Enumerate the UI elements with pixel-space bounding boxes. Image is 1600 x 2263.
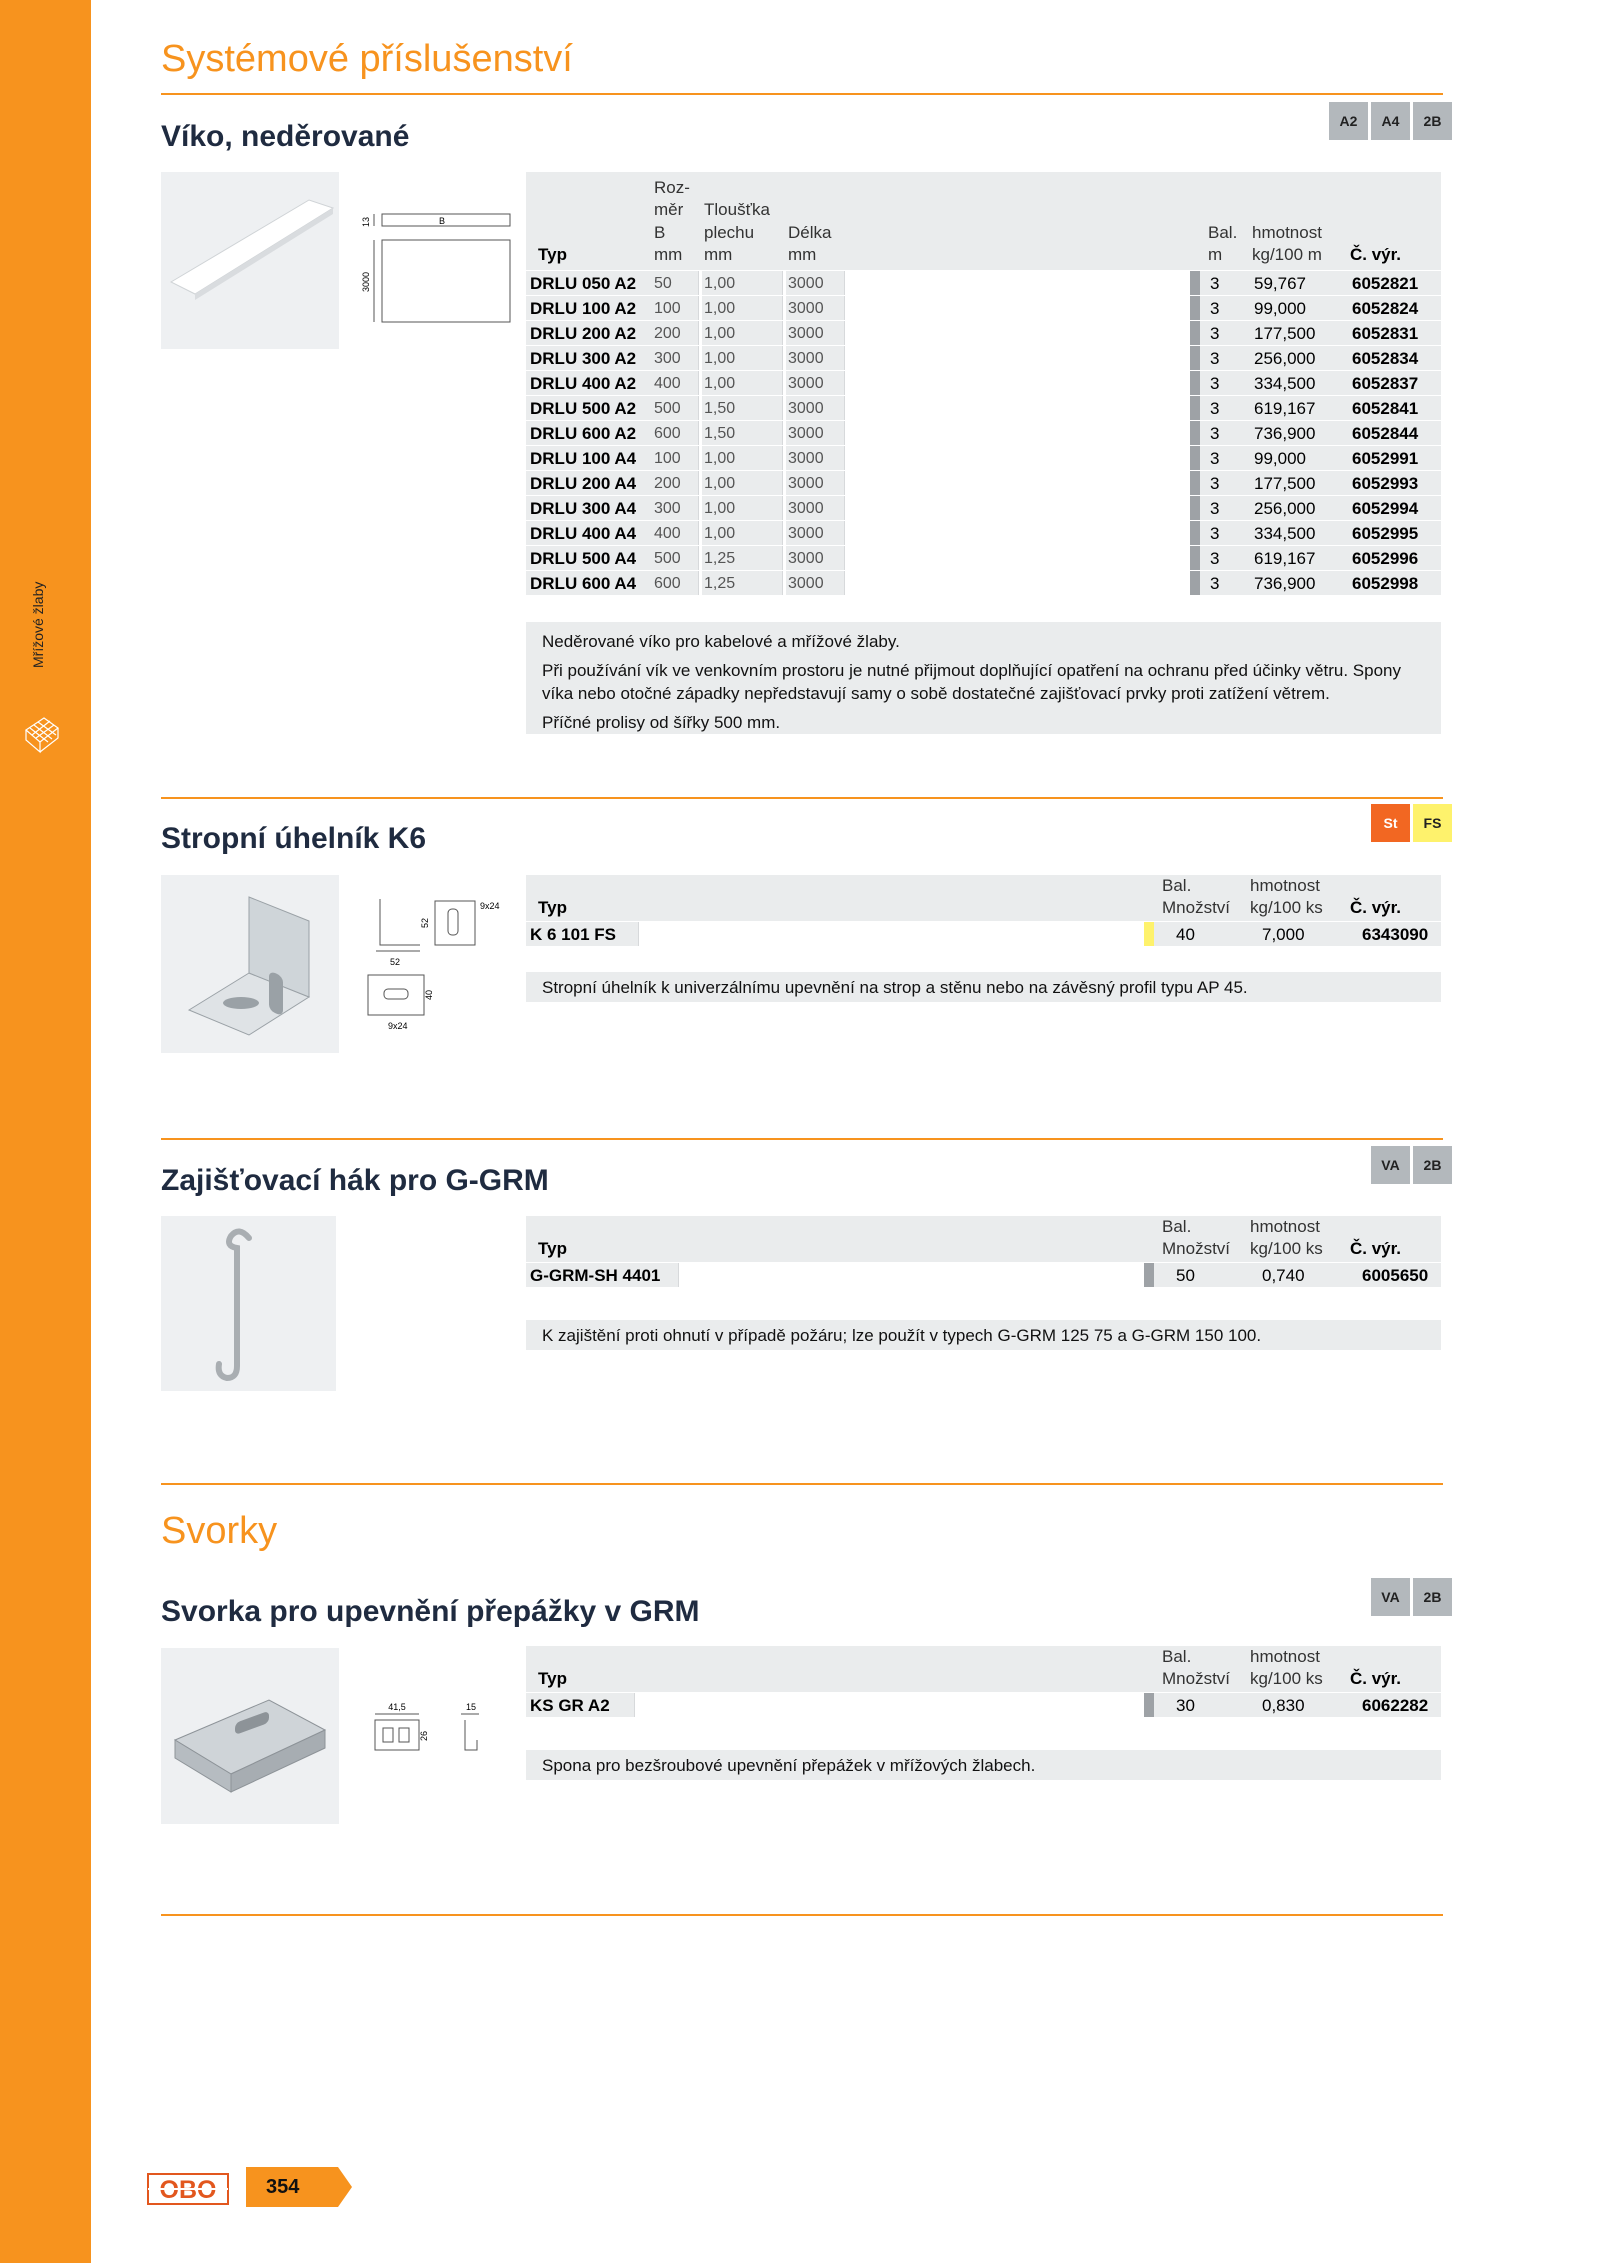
badge-st: St [1371,804,1410,842]
cell-cvyr: 6052991 [1352,449,1419,468]
cell-bal: 3 [1210,274,1220,293]
header-tloustka-2: plechu [704,223,755,242]
cell-cvyr: 6052821 [1352,274,1419,293]
table-row [526,320,1441,345]
note-line: Příčné prolisy od šířky 500 mm. [542,713,781,732]
header-hmotnost-1: hmotnost [1250,1217,1320,1236]
cell-tloustka: 1,25 [704,550,736,567]
drawing-label-depth: 15 [465,1702,477,1712]
cell-hmotnost: 7,000 [1262,925,1305,944]
spacer [844,396,1190,420]
spacer [782,421,786,445]
spacer [638,922,1144,946]
cell-bal: 3 [1210,449,1220,468]
technical-drawing-cover [360,200,520,330]
badge-2b: 2B [1413,102,1452,140]
section-rule [161,1138,1443,1140]
badge-va: VA [1371,1578,1410,1616]
cell-typ: DRLU 100 A2 [530,299,637,318]
cell-cvyr: 6052998 [1352,574,1419,593]
header-delka-1: Délka [788,223,832,242]
cell-bal: 3 [1210,499,1220,518]
row-marker [1190,546,1200,570]
table-header [526,1216,1441,1262]
spacer [782,546,786,570]
section-rule [161,1483,1443,1485]
section-title-cover: Víko, neděrované [161,120,410,153]
spacer [844,371,1190,395]
cell-tloustka: 1,00 [704,350,736,367]
table-row [526,921,1441,946]
spacer [782,346,786,370]
section-title-clamp: Svorka pro upevnění přepážky v GRM [161,1595,700,1628]
header-tloustka-3: mm [704,245,733,264]
spacer [698,321,702,345]
material-badges-k6 [1371,804,1452,842]
cell-tloustka: 1,00 [704,325,736,342]
spacer [698,571,702,595]
cell-rozmer: 300 [654,500,681,517]
table-row [526,420,1441,445]
table-row [526,270,1441,295]
cell-typ: G-GRM-SH 4401 [530,1266,661,1285]
cell-tloustka: 1,00 [704,475,736,492]
header-typ: Typ [538,1239,567,1258]
cell-typ: DRLU 500 A4 [530,549,637,568]
header-cvyr: Č. výr. [1350,1239,1402,1258]
table-row [526,495,1441,520]
header-bal-2: m [1208,245,1223,264]
cell-bal: 3 [1210,549,1220,568]
note-cover [526,622,1441,734]
product-table-hook [526,1216,1441,1287]
table-header [526,875,1441,921]
table-row [526,1692,1441,1717]
cell-typ: K 6 101 FS [530,925,616,944]
spacer [698,521,702,545]
cell-bal: 30 [1176,1696,1195,1715]
table-header [526,172,1441,270]
badge-a2: A2 [1329,102,1368,140]
cell-delka: 3000 [788,550,824,567]
cell-bal: 3 [1210,524,1220,543]
drawing-label-width: 41,5 [388,1702,406,1712]
product-table-k6 [526,875,1441,946]
header-hmotnost-2: kg/100 ks [1250,1669,1323,1688]
header-typ: Typ [538,1669,567,1688]
row-marker [1190,321,1200,345]
spacer [782,371,786,395]
badge-fs: FS [1413,804,1452,842]
cell-cvyr: 6052994 [1352,499,1419,518]
drawing-label-width: 52 [390,957,401,967]
section-title-k6: Stropní úhelník K6 [161,822,427,855]
cell-hmotnost: 99,000 [1254,299,1306,318]
note-line: Spona pro bezšroubové upevnění přepážek v mřížových žlabech. [542,1756,1036,1775]
spacer [782,321,786,345]
cell-delka: 3000 [788,400,824,417]
cell-rozmer: 600 [654,425,681,442]
cell-tloustka: 1,00 [704,375,736,392]
spacer [698,296,702,320]
row-marker [1190,496,1200,520]
header-hmotnost-2: kg/100 ks [1250,898,1323,917]
header-hmotnost-1: hmotnost [1252,223,1322,242]
cell-rozmer: 100 [654,300,681,317]
header-typ: Typ [538,898,567,917]
cell-typ: DRLU 200 A2 [530,324,637,343]
cell-bal: 40 [1176,925,1195,944]
cell-tloustka: 1,00 [704,525,736,542]
header-bal-1: Bal. [1162,1217,1192,1236]
cell-hmotnost: 59,767 [1254,274,1306,293]
drawing-label-height: 52 [420,917,430,929]
spacer [698,371,702,395]
drawing-label-height: 26 [419,1730,429,1742]
spacer [782,396,786,420]
note-line: Stropní úhelník k univerzálnímu upevnění na strop a stěnu nebo na závěsný profil typu AP 45. [542,978,1248,997]
header-bal-1: Bal. [1162,876,1192,895]
section-rule [161,1914,1443,1916]
cell-cvyr: 6052996 [1352,549,1419,568]
product-table-cover [526,172,1441,595]
cell-rozmer: 100 [654,450,681,467]
spacer [782,521,786,545]
cell-bal: 3 [1210,324,1220,343]
spacer [678,1263,1144,1287]
note-hook [526,1320,1441,1350]
cell-bal: 3 [1210,424,1220,443]
spacer [698,546,702,570]
note-line: Při používání vík ve venkovním prostoru je nutné přijmout doplňující opatření na ochranu před účinky větru. Spony víka nebo otočné západky nepředstavují samy o sobě dostatečné zajišťovací prvky proti zatížení větrem. [542,661,1401,703]
spacer [698,271,702,295]
spacer [782,296,786,320]
badge-va: VA [1371,1146,1410,1184]
spacer [844,346,1190,370]
cell-delka: 3000 [788,475,824,492]
cell-tloustka: 1,50 [704,425,736,442]
cell-delka: 3000 [788,500,824,517]
table-row [526,545,1441,570]
cell-delka: 3000 [788,300,824,317]
header-rozmer-2: měr [654,200,684,219]
cell-hmotnost: 619,167 [1254,549,1316,568]
spacer [698,346,702,370]
side-bar [0,0,91,2263]
cell-hmotnost: 0,830 [1262,1696,1305,1715]
cell-cvyr: 6052831 [1352,324,1419,343]
cell-cvyr: 6062282 [1362,1696,1429,1715]
header-cvyr: Č. výr. [1350,898,1402,917]
header-hmotnost-1: hmotnost [1250,876,1320,895]
cell-rozmer: 500 [654,400,681,417]
cell-tloustka: 1,50 [704,400,736,417]
product-photo-clamp [161,1648,339,1824]
cell-tloustka: 1,00 [704,500,736,517]
spacer [782,271,786,295]
header-hmotnost-2: kg/100 m [1252,245,1322,264]
row-marker [1190,521,1200,545]
cell-cvyr: 6052834 [1352,349,1419,368]
cell-cvyr: 6052841 [1352,399,1419,418]
spacer [698,496,702,520]
row-marker [1144,922,1154,946]
spacer [782,571,786,595]
material-badges-clamp [1371,1578,1452,1616]
header-bal-2: Množství [1162,1239,1231,1258]
page-number: 354 [266,2176,300,2198]
cell-bal: 3 [1210,299,1220,318]
cell-cvyr: 6052837 [1352,374,1419,393]
row-marker [1190,371,1200,395]
spacer [698,396,702,420]
spacer [634,1693,1144,1717]
section-rule [161,797,1443,799]
drawing-label-depth: 40 [424,989,434,1001]
cell-delka: 3000 [788,375,824,392]
product-photo-cover [161,172,339,349]
cell-hmotnost: 736,900 [1254,574,1316,593]
table-row [526,370,1441,395]
note-k6 [526,972,1441,1002]
cell-delka: 3000 [788,275,824,292]
drawing-label-slot-bottom: 9x24 [388,1021,408,1031]
section-title-hook: Zajišťovací hák pro G-GRM [161,1164,549,1197]
cell-typ: DRLU 600 A2 [530,424,637,443]
badge-a4: A4 [1371,102,1410,140]
row-marker [1190,471,1200,495]
cell-hmotnost: 256,000 [1254,499,1316,518]
material-badges-cover [1329,102,1452,140]
cell-cvyr: 6005650 [1362,1266,1429,1285]
note-line: Neděrované víko pro kabelové a mřížové žlaby. [542,632,900,651]
header-cvyr: Č. výr. [1350,1669,1402,1688]
cell-rozmer: 500 [654,550,681,567]
cell-typ: DRLU 050 A2 [530,274,637,293]
cell-hmotnost: 99,000 [1254,449,1306,468]
product-photo-hook [161,1216,336,1391]
cell-typ: DRLU 500 A2 [530,399,637,418]
cell-typ: DRLU 400 A4 [530,524,637,543]
cell-cvyr: 6052844 [1352,424,1419,443]
row-marker [1190,396,1200,420]
spacer [698,421,702,445]
cell-bal: 3 [1210,374,1220,393]
cell-rozmer: 50 [654,275,672,292]
cell-bal: 50 [1176,1266,1195,1285]
obo-logo [147,2173,229,2205]
cell-delka: 3000 [788,350,824,367]
table-row [526,445,1441,470]
cell-delka: 3000 [788,525,824,542]
cell-rozmer: 400 [654,525,681,542]
cell-cvyr: 6052993 [1352,474,1419,493]
header-rozmer-4: mm [654,245,683,264]
cell-tloustka: 1,00 [704,300,736,317]
chapter-title-accessories: Systémové příslušenství [161,38,573,80]
spacer [844,446,1190,470]
page-number-tab [246,2167,352,2207]
table-header [526,1646,1441,1692]
table-row [526,295,1441,320]
table-row [526,570,1441,595]
cell-rozmer: 300 [654,350,681,367]
table-row [526,470,1441,495]
obo-logo-text: OBO [159,2176,217,2204]
row-marker [1190,421,1200,445]
drawing-label-slot-top: 9x24 [480,901,500,911]
header-hmotnost-2: kg/100 ks [1250,1239,1323,1258]
header-bal-1: Bal. [1208,223,1238,242]
cell-rozmer: 400 [654,375,681,392]
row-marker [1190,296,1200,320]
product-photo-k6 [161,875,339,1053]
spacer [844,521,1190,545]
drawing-label-13: 13 [361,216,371,228]
spacer [844,471,1190,495]
cell-typ: DRLU 300 A4 [530,499,637,518]
cell-tloustka: 1,00 [704,275,736,292]
cell-cvyr: 6052824 [1352,299,1419,318]
cell-bal: 3 [1210,574,1220,593]
cell-rozmer: 200 [654,325,681,342]
spacer [844,571,1190,595]
note-line: K zajištění proti ohnutí v případě požáru; lze použít v typech G-GRM 125 75 a G-GRM 150 100. [542,1326,1262,1345]
table-body [526,270,1441,595]
chapter-title-clamps: Svorky [161,1510,278,1552]
header-bal-2: Množství [1162,1669,1231,1688]
cell-delka: 3000 [788,450,824,467]
cell-hmotnost: 334,500 [1254,374,1316,393]
cell-hmotnost: 177,500 [1254,324,1316,343]
spacer [844,421,1190,445]
chapter-rule [161,93,1443,95]
table-row [526,520,1441,545]
spacer [698,446,702,470]
header-bal-1: Bal. [1162,1647,1192,1666]
cell-typ: KS GR A2 [530,1696,610,1715]
drawing-label-3000: 3000 [361,271,371,293]
product-table-clamp [526,1646,1441,1717]
cell-rozmer: 600 [654,575,681,592]
note-clamp [526,1750,1441,1780]
cell-tloustka: 1,25 [704,575,736,592]
spacer [844,296,1190,320]
header-rozmer-1: Roz- [654,178,690,197]
spacer [844,321,1190,345]
cable-tray-icon [24,712,60,758]
cell-bal: 3 [1210,349,1220,368]
spacer [782,446,786,470]
spacer [782,496,786,520]
technical-drawing-clamp [365,1700,495,1770]
cell-hmotnost: 334,500 [1254,524,1316,543]
sidebar-label: Mřížové žlaby [30,581,46,668]
cell-typ: DRLU 100 A4 [530,449,637,468]
header-rozmer-3: B [654,223,666,242]
header-bal-2: Množství [1162,898,1231,917]
cell-hmotnost: 0,740 [1262,1266,1305,1285]
cell-hmotnost: 256,000 [1254,349,1316,368]
spacer [844,271,1190,295]
spacer [844,496,1190,520]
cell-typ: DRLU 600 A4 [530,574,637,593]
header-cvyr: Č. výr. [1350,245,1402,264]
row-marker [1190,571,1200,595]
cell-typ: DRLU 300 A2 [530,349,637,368]
row-marker [1190,271,1200,295]
material-badges-hook [1371,1146,1452,1184]
technical-drawing-k6 [360,895,510,1035]
cell-hmotnost: 177,500 [1254,474,1316,493]
cell-bal: 3 [1210,474,1220,493]
spacer [698,471,702,495]
cell-bal: 3 [1210,399,1220,418]
cell-typ: DRLU 200 A4 [530,474,637,493]
spacer [844,546,1190,570]
cell-hmotnost: 736,900 [1254,424,1316,443]
cell-rozmer: 200 [654,475,681,492]
cell-hmotnost: 619,167 [1254,399,1316,418]
cell-tloustka: 1,00 [704,450,736,467]
badge-2b: 2B [1413,1578,1452,1616]
cell-cvyr: 6343090 [1362,925,1429,944]
cell-delka: 3000 [788,425,824,442]
row-marker [1144,1693,1154,1717]
header-delka-2: mm [788,245,817,264]
badge-2b: 2B [1413,1146,1452,1184]
header-typ: Typ [538,245,567,264]
table-row [526,395,1441,420]
row-marker [1190,346,1200,370]
cell-cvyr: 6052995 [1352,524,1419,543]
table-row [526,1262,1441,1287]
cell-delka: 3000 [788,575,824,592]
header-tloustka-1: Tloušťka [704,200,770,219]
cell-delka: 3000 [788,325,824,342]
drawing-label-b: B [438,216,446,226]
spacer [782,471,786,495]
cell-typ: DRLU 400 A2 [530,374,637,393]
header-hmotnost-1: hmotnost [1250,1647,1320,1666]
row-marker [1144,1263,1154,1287]
table-row [526,345,1441,370]
row-marker [1190,446,1200,470]
